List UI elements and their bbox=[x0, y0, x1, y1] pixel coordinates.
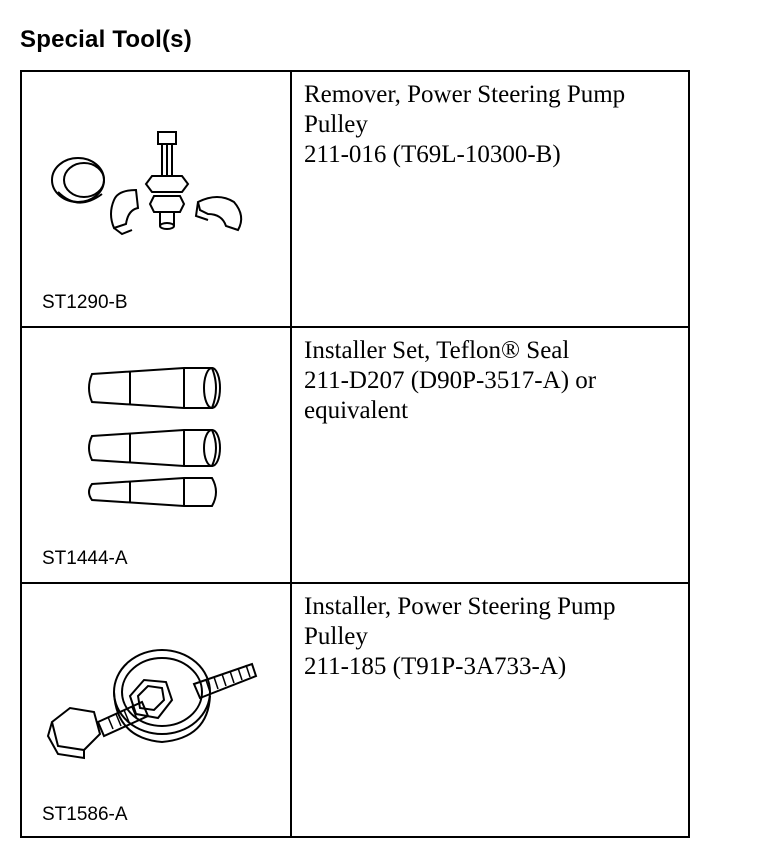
tool-description-line: Installer Set, Teflon® Seal bbox=[304, 337, 570, 364]
tool-row bbox=[22, 328, 688, 584]
tool-description-line: equivalent bbox=[304, 397, 409, 424]
pulley-installer-icon bbox=[44, 626, 274, 786]
tool-image-code: ST1586-A bbox=[42, 804, 128, 825]
tool-description bbox=[304, 592, 684, 682]
tool-row bbox=[22, 72, 688, 328]
special-tools-table bbox=[20, 70, 690, 838]
tool-row bbox=[22, 584, 688, 838]
tool-image-code: ST1290-B bbox=[42, 292, 128, 313]
tool-description-line: Installer, Power Steering Pump bbox=[304, 593, 616, 620]
tool-description-line: 211-016 (T69L-10300-B) bbox=[304, 141, 561, 168]
tool-description bbox=[304, 336, 684, 426]
tool-image-code: ST1444-A bbox=[42, 548, 128, 569]
tool-description-line: Pulley bbox=[304, 111, 368, 138]
tool-image-cell bbox=[22, 72, 292, 326]
tool-image-cell bbox=[22, 328, 292, 582]
seal-installer-set-icon bbox=[84, 360, 234, 510]
tool-description-line: Pulley bbox=[304, 623, 368, 650]
tool-description bbox=[304, 80, 684, 170]
tool-description-line: 211-D207 (D90P-3517-A) or bbox=[304, 367, 597, 394]
tool-description-line: Remover, Power Steering Pump bbox=[304, 81, 626, 108]
page-title: Special Tool(s) bbox=[20, 26, 192, 53]
pulley-remover-icon bbox=[48, 130, 268, 260]
tool-image-cell bbox=[22, 584, 292, 838]
tool-description-line: 211-185 (T91P-3A733-A) bbox=[304, 653, 567, 680]
